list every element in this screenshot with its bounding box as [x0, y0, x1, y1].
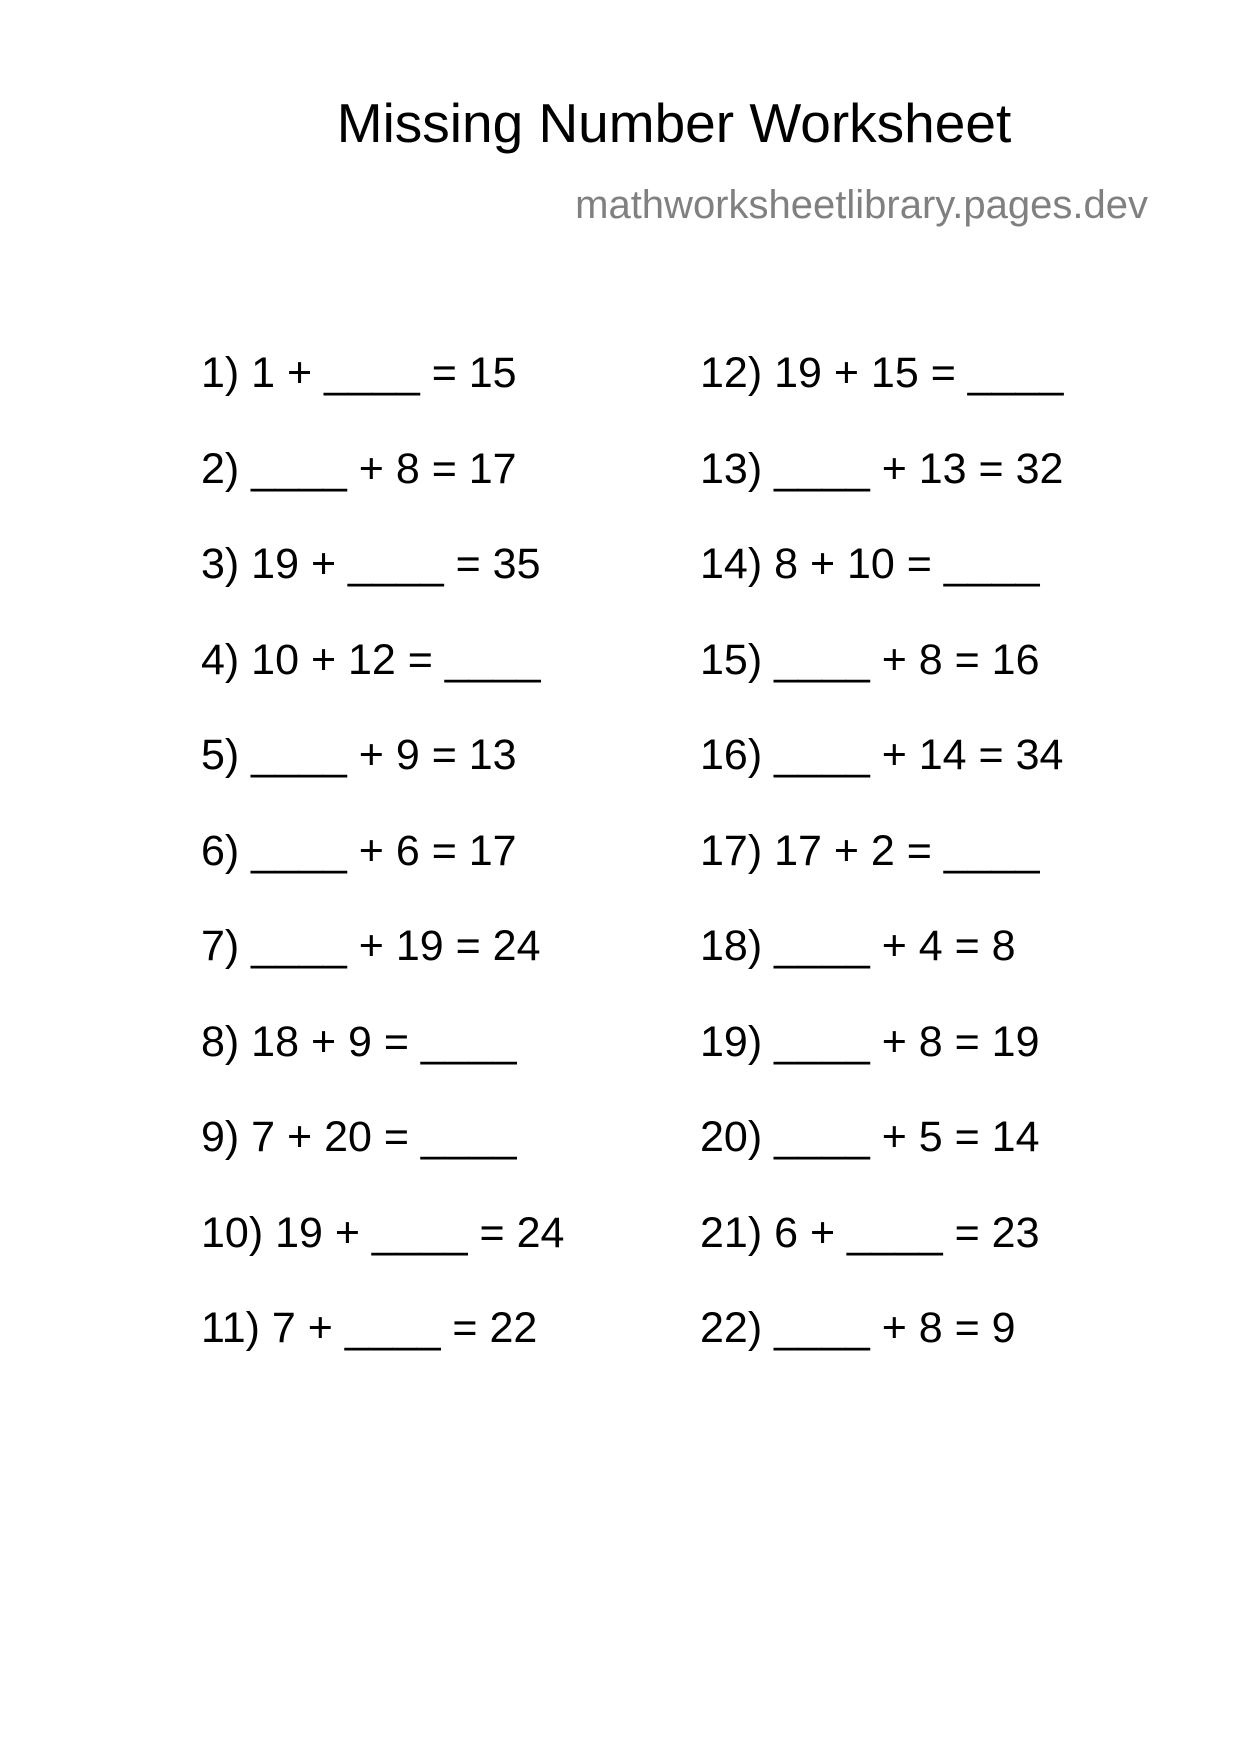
problem-11: 11) 7 + ____ = 22 — [201, 1304, 538, 1352]
problem-column-left — [201, 349, 565, 1403]
problem-22: 22) ____ + 8 = 9 — [700, 1304, 1016, 1352]
problem-8: 8) 18 + 9 = ____ — [201, 1017, 517, 1066]
problem-12: 12) 19 + 15 = ____ — [700, 349, 1064, 397]
problem-16: 16) ____ + 14 = 34 — [700, 731, 1064, 779]
problem-19: 19) ____ + 8 = 19 — [700, 1017, 1040, 1066]
problem-6: 6) ____ + 6 = 17 — [201, 826, 517, 875]
problem-18: 18) ____ + 4 = 8 — [700, 922, 1016, 970]
problem-5: 5) ____ + 9 = 13 — [201, 731, 517, 779]
problem-20: 20) ____ + 5 = 14 — [700, 1113, 1040, 1161]
worksheet-title: Missing Number Worksheet — [336, 92, 1012, 154]
problem-10: 10) 19 + ____ = 24 — [201, 1208, 565, 1257]
problem-2: 2) ____ + 8 = 17 — [201, 444, 517, 493]
problem-9: 9) 7 + 20 = ____ — [201, 1113, 517, 1161]
problem-13: 13) ____ + 13 = 32 — [700, 444, 1064, 493]
source-url: mathworksheetlibrary.pages.dev — [575, 183, 1148, 227]
problem-column-right — [700, 349, 1064, 1403]
problem-15: 15) ____ + 8 = 16 — [700, 635, 1040, 684]
problem-17: 17) 17 + 2 = ____ — [700, 826, 1040, 875]
problem-1: 1) 1 + ____ = 15 — [201, 349, 517, 397]
problem-14: 14) 8 + 10 = ____ — [700, 540, 1040, 588]
problem-3: 3) 19 + ____ = 35 — [201, 540, 541, 588]
problem-21: 21) 6 + ____ = 23 — [700, 1208, 1040, 1257]
problem-4: 4) 10 + 12 = ____ — [201, 635, 541, 684]
problem-7: 7) ____ + 19 = 24 — [201, 922, 541, 970]
